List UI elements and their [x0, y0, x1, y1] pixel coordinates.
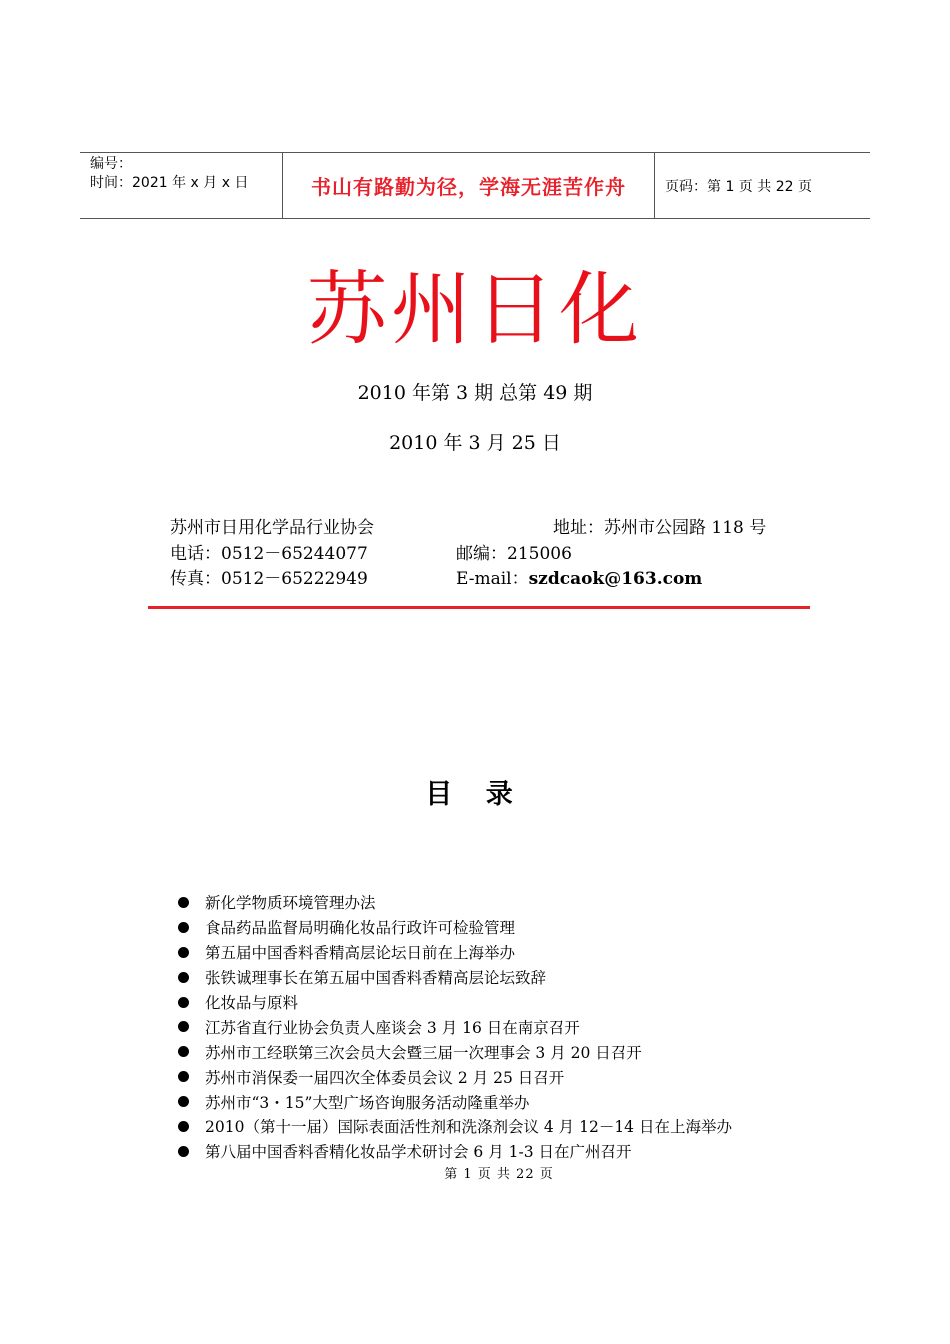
org-address: 地址：苏州市公园路 118 号	[553, 518, 767, 538]
issue-number: 2010 年第 3 期 总第 49 期	[357, 382, 593, 404]
masthead-title: 苏州日化	[307, 263, 643, 356]
document-number: 编号：	[90, 156, 132, 172]
toc-item-label: 江苏省直行业协会负责人座谈会 3 月 16 日在南京召开	[205, 1018, 580, 1037]
red-divider	[148, 606, 810, 609]
toc-item	[178, 1014, 878, 1039]
toc-item	[178, 990, 878, 1015]
bullet-icon	[178, 1146, 189, 1157]
toc-item	[178, 1114, 878, 1139]
issue-date: 2010 年 3 月 25 日	[389, 432, 561, 454]
toc-item-label: 苏州市“3・15”大型广场咨询服务活动隆重举办	[205, 1093, 530, 1112]
toc-item-label: 苏州市工经联第三次会员大会暨三届一次理事会 3 月 20 日召开	[205, 1043, 642, 1062]
toc-item-label: 2010（第十一届）国际表面活性剂和洗涤剂会议 4 月 12－14 日在上海举办	[205, 1118, 732, 1137]
toc-title: 目 录	[425, 779, 525, 810]
header-page-info: 页码：第 1 页 共 22 页	[665, 178, 812, 195]
org-phone: 电话：0512－65244077	[170, 544, 368, 564]
bullet-icon	[178, 947, 189, 958]
toc-item-label: 化妆品与原料	[205, 994, 299, 1012]
toc-item-label: 新化学物质环境管理办法	[205, 894, 376, 913]
bullet-icon	[178, 1046, 189, 1057]
document-time: 时间：2021 年 x 月 x 日	[90, 175, 249, 191]
toc-item-label: 张铁诚理事长在第五届中国香料香精高层论坛致辞	[205, 969, 547, 988]
bullet-icon	[178, 922, 189, 933]
toc-item-label: 第五届中国香料香精高层论坛日前在上海举办	[205, 944, 516, 963]
toc-item-label: 苏州市消保委一届四次全体委员会议 2 月 25 日召开	[205, 1068, 565, 1087]
toc-list	[178, 890, 878, 1164]
bullet-icon	[178, 997, 189, 1008]
toc-item	[178, 940, 878, 965]
toc-item	[178, 965, 878, 990]
bullet-icon	[178, 897, 189, 908]
header-table	[80, 152, 870, 219]
toc-item	[178, 1139, 878, 1164]
bullet-icon	[178, 1021, 189, 1032]
bullet-icon	[178, 1121, 189, 1132]
page-footer: 第 1 页 共 22 页	[444, 1167, 554, 1182]
bullet-icon	[178, 1096, 189, 1107]
toc-item	[178, 890, 878, 915]
org-email-line	[456, 568, 702, 590]
bullet-icon	[178, 972, 189, 983]
toc-item	[178, 1039, 878, 1064]
email-label: E-mail：	[456, 569, 529, 589]
toc-item-label: 食品药品监督局明确化妆品行政许可检验管理	[205, 919, 516, 938]
email-link[interactable]: szdcaok@163.com	[528, 569, 703, 589]
org-name: 苏州市日用化学品行业协会	[170, 518, 374, 538]
org-postcode: 邮编：215006	[456, 544, 572, 564]
header-meta	[80, 153, 282, 218]
toc-item	[178, 1064, 878, 1089]
toc-item-label: 第八届中国香料香精化妆品学术研讨会 6 月 1-3 日在广州召开	[205, 1143, 632, 1162]
toc-item	[178, 1089, 878, 1114]
org-fax: 传真：0512－65222949	[170, 569, 368, 589]
header-motto: 书山有路勤为径，学海无涯苦作舟	[282, 153, 655, 218]
bullet-icon	[178, 1071, 189, 1082]
toc-item	[178, 915, 878, 940]
